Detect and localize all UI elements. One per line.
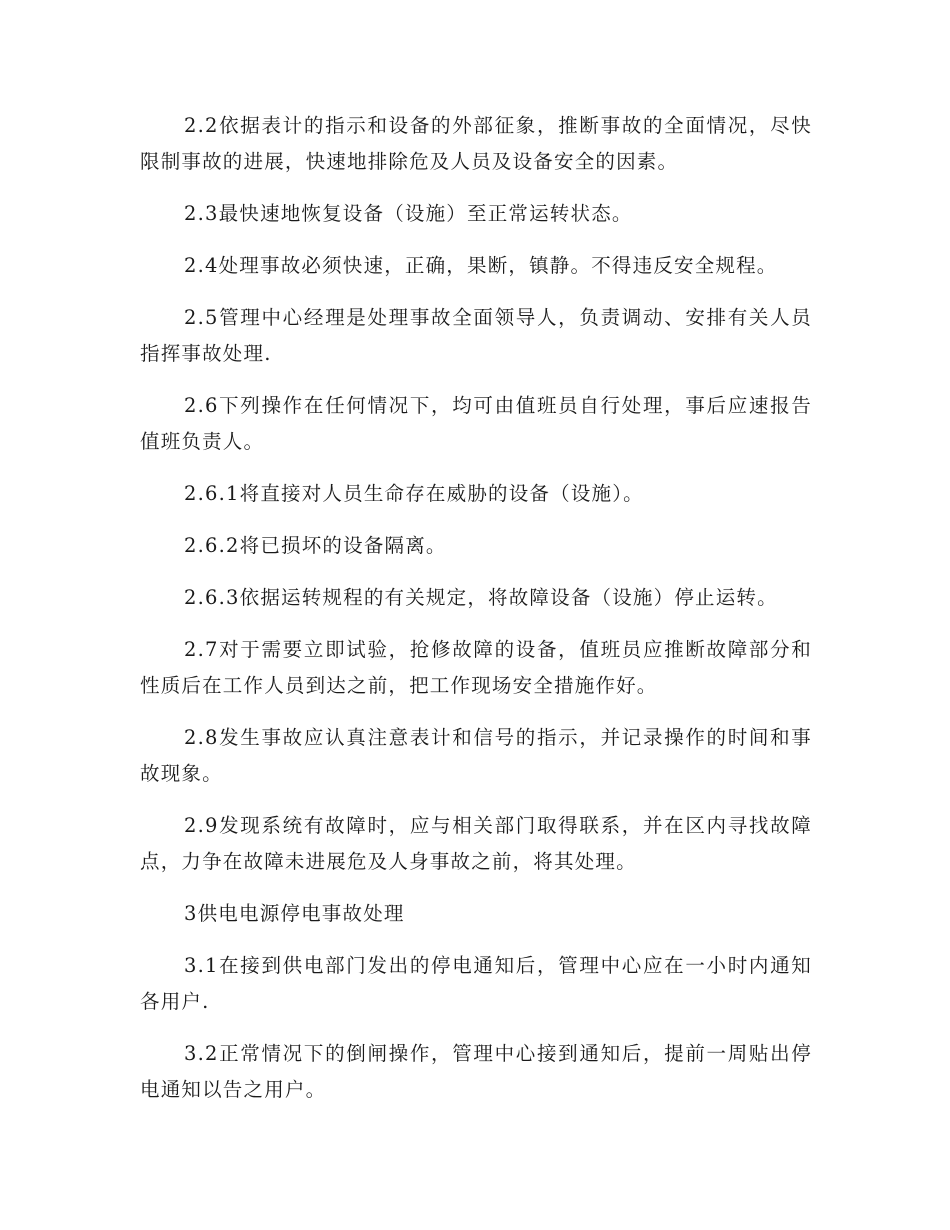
- paragraph-2-6-3: 2.6.3依据运转规程的有关规定，将故障设备（设施）停止运转。: [184, 586, 778, 609]
- section-heading-3: 3供电电源停电事故处理: [184, 902, 405, 925]
- paragraph-2-4: 2.4处理事故必须快速，正确，果断，镇静。不得违反安全规程。: [184, 254, 778, 277]
- paragraph-3-2: 3.2正常情况下的倒闸操作，管理中心接到通知后，提前一周贴出停电通知以告之用户。: [140, 1042, 812, 1101]
- paragraph-2-6-1: 2.6.1将直接对人员生命存在威胁的设备（设施）。: [184, 482, 644, 505]
- document-body: [140, 108, 812, 1124]
- paragraph-2-9: 2.9发现系统有故障时，应与相关部门取得联系，并在区内寻找故障点，力争在故障未进展危及人身事故之前，将其处理。: [140, 814, 812, 873]
- paragraph-2-6: 2.6下列操作在任何情况下，均可由值班员自行处理，事后应速报告值班负责人。: [140, 394, 812, 453]
- paragraph-2-6-2: 2.6.2将已损坏的设备隔离。: [184, 534, 447, 557]
- paragraph-2-3: 2.3最快速地恢复设备（设施）至正常运转状态。: [184, 202, 633, 225]
- paragraph-3-1: 3.1在接到供电部门发出的停电通知后，管理中心应在一小时内通知各用户.: [140, 954, 812, 1013]
- paragraph-2-7: 2.7对于需要立即试验，抢修故障的设备，值班员应推断故障部分和性质后在工作人员到达之前，把工作现场安全措施作好。: [140, 638, 812, 697]
- paragraph-2-2: 2.2依据表计的指示和设备的外部征象，推断事故的全面情况，尽快限制事故的进展，快速地排除危及人员及设备安全的因素。: [140, 114, 812, 173]
- paragraph-2-5: 2.5管理中心经理是处理事故全面领导人，负责调动、安排有关人员指挥事故处理.: [140, 306, 812, 365]
- paragraph-2-8: 2.8发生事故应认真注意表计和信号的指示，并记录操作的时间和事故现象。: [140, 726, 812, 785]
